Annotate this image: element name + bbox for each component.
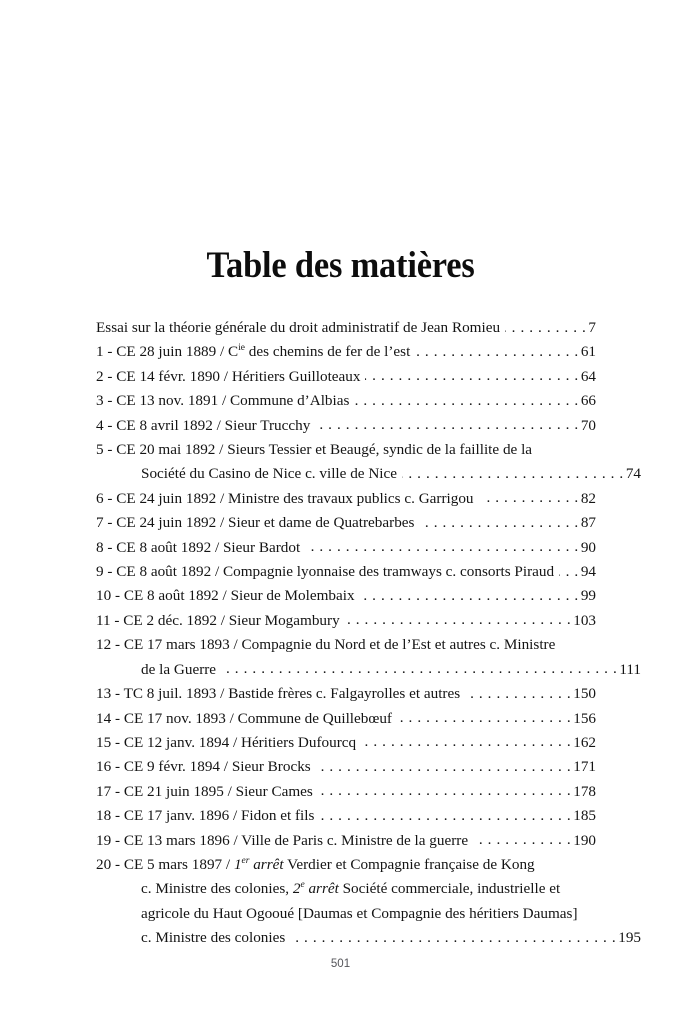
toc-entry[interactable] xyxy=(96,780,596,804)
toc-entry-text: 12 - CE 17 mars 1893 / Compagnie du Nord et de l’Est et autres c. Ministre xyxy=(96,636,556,654)
toc-entry-text: 20 - CE 5 mars 1897 / 1er arrêt Verdier et Compagnie française de Kong xyxy=(96,855,535,873)
toc-entry-line xyxy=(96,731,596,755)
toc-entry-line xyxy=(96,902,641,926)
toc-entry-line xyxy=(96,633,596,657)
toc-page-number: 111 xyxy=(619,660,641,678)
toc-entry[interactable] xyxy=(96,682,596,706)
toc-entry-text: 14 - CE 17 nov. 1893 / Commune de Quillebœuf xyxy=(96,709,392,727)
toc-page-number: 162 xyxy=(573,733,596,751)
page-folio-number: 501 xyxy=(330,958,351,970)
toc-entry[interactable] xyxy=(96,829,596,853)
dot-leader xyxy=(469,682,571,706)
toc-page-number: 94 xyxy=(580,563,596,581)
toc-entry-line xyxy=(96,414,596,438)
toc-entry-text: 15 - CE 12 janv. 1894 / Héritiers Dufourcq xyxy=(96,733,360,751)
toc-page-number: 190 xyxy=(573,831,596,849)
toc-entry-line xyxy=(96,877,641,901)
toc-page-number: 150 xyxy=(573,685,596,703)
toc-entry-text: 4 - CE 8 avril 1892 / Sieur Trucchy xyxy=(96,416,311,434)
dot-leader xyxy=(505,316,586,340)
toc-entry[interactable] xyxy=(96,487,596,511)
dot-leader xyxy=(309,535,579,559)
toc-entry-line xyxy=(96,682,596,706)
table-of-contents-list xyxy=(96,316,641,951)
toc-entry-line xyxy=(96,829,596,853)
toc-entry[interactable] xyxy=(96,755,596,779)
toc-entry-line xyxy=(96,511,596,535)
dot-leader xyxy=(363,584,578,608)
toc-entry-text: 2 - CE 14 févr. 1890 / Héritiers Guilloteaux xyxy=(96,367,361,385)
dot-leader xyxy=(365,364,578,388)
dot-leader xyxy=(348,608,571,632)
toc-page-number: 87 xyxy=(580,514,596,532)
toc-entry-line xyxy=(96,609,596,633)
toc-entry[interactable] xyxy=(96,365,596,389)
toc-page-number: 7 xyxy=(588,319,596,336)
toc-page-number: 66 xyxy=(580,392,596,410)
toc-entry[interactable] xyxy=(96,511,596,535)
toc-entry-text: 3 - CE 13 nov. 1891 / Commune d’Albias xyxy=(96,392,350,410)
toc-entry-line xyxy=(96,926,641,950)
toc-page-number: 171 xyxy=(573,758,596,776)
toc-page-number: 156 xyxy=(573,709,596,727)
dot-leader xyxy=(559,560,579,584)
dot-leader xyxy=(365,730,571,754)
toc-entry-line xyxy=(96,658,641,682)
toc-entry[interactable] xyxy=(96,389,596,413)
dot-leader xyxy=(477,828,571,852)
toc-entry-line xyxy=(96,340,596,364)
toc-entry-line xyxy=(96,853,596,877)
toc-entry-line xyxy=(96,487,596,511)
toc-entry-text: 6 - CE 24 juin 1892 / Ministre des travaux publics c. Garrigou xyxy=(96,489,478,507)
toc-entry-line xyxy=(96,780,596,804)
toc-entry-text: 19 - CE 13 mars 1896 / Ville de Paris c. Ministre de la guerre xyxy=(96,831,472,849)
toc-entry-text: 10 - CE 8 août 1892 / Sieur de Molembaix xyxy=(96,587,359,605)
toc-page-number: 61 xyxy=(580,343,596,361)
toc-page-number: 178 xyxy=(573,782,596,800)
toc-entry-line xyxy=(96,804,596,828)
dot-leader xyxy=(415,340,579,364)
toc-entry-text: 18 - CE 17 janv. 1896 / Fidon et fils xyxy=(96,807,315,825)
toc-entry-text: 5 - CE 20 mai 1892 / Sieurs Tessier et Beaugé, syndic de la faillite de la xyxy=(96,441,533,459)
toc-entry-line xyxy=(96,584,596,608)
toc-entry-text: de la Guerre xyxy=(141,660,220,678)
dot-leader xyxy=(354,389,578,413)
toc-entry[interactable] xyxy=(96,316,596,340)
dot-leader xyxy=(315,413,579,437)
dot-leader xyxy=(320,755,572,779)
dot-leader xyxy=(402,462,624,486)
toc-entry-text: Essai sur la théorie générale du droit administratif de Jean Romieu xyxy=(96,319,501,336)
toc-page-number: 70 xyxy=(580,416,596,434)
dot-leader xyxy=(294,926,616,950)
toc-entry[interactable] xyxy=(96,731,596,755)
toc-page-number: 64 xyxy=(580,367,596,385)
toc-entry-text: 9 - CE 8 août 1892 / Compagnie lyonnaise des tramways c. consorts Piraud xyxy=(96,563,555,581)
toc-entry-text: 16 - CE 9 févr. 1894 / Sieur Brocks xyxy=(96,758,315,776)
toc-entry-line xyxy=(96,560,596,584)
toc-entry-line xyxy=(96,707,596,731)
dot-leader xyxy=(397,706,571,730)
toc-page-number: 185 xyxy=(573,807,596,825)
toc-entry-text: 17 - CE 21 juin 1895 / Sieur Cames xyxy=(96,782,313,800)
toc-page-number: 99 xyxy=(580,587,596,605)
dot-leader xyxy=(319,804,571,828)
toc-entry[interactable] xyxy=(96,584,596,608)
toc-page-number: 74 xyxy=(625,465,641,483)
toc-entry-text: 8 - CE 8 août 1892 / Sieur Bardot xyxy=(96,538,304,556)
toc-entry-line xyxy=(96,536,596,560)
toc-page-number: 82 xyxy=(580,489,596,507)
toc-entry-line xyxy=(96,755,596,779)
toc-entry-line xyxy=(96,438,596,462)
toc-entry[interactable] xyxy=(96,707,596,731)
toc-entry-line xyxy=(96,389,596,413)
toc-entry[interactable] xyxy=(96,609,596,633)
dot-leader xyxy=(225,657,617,681)
toc-page-number: 90 xyxy=(580,538,596,556)
dot-leader xyxy=(482,486,579,510)
toc-entry-line xyxy=(96,316,596,340)
toc-entry-text: 1 - CE 28 juin $1889 / C^{ie}$ des chemins de fer de l’est xyxy=(96,343,411,361)
toc-entry[interactable] xyxy=(96,414,596,438)
toc-entry[interactable] xyxy=(96,560,596,584)
dot-leader xyxy=(318,779,571,803)
toc-entry-text: 13 - TC 8 juil. 1893 / Bastide frères c. Falgayrolles et autres xyxy=(96,685,464,703)
toc-entry-line xyxy=(96,462,641,486)
toc-entry-text: c. Ministre des colonies xyxy=(141,929,290,947)
dot-leader xyxy=(419,511,578,535)
toc-entry-text: 7 - CE 24 juin 1892 / Sieur et dame de Quatrebarbes xyxy=(96,514,415,532)
toc-entry-line xyxy=(96,365,596,389)
toc-entry[interactable] xyxy=(96,536,596,560)
toc-entry-text: Société du Casino de Nice c. ville de Nice xyxy=(141,465,397,483)
toc-entry[interactable] xyxy=(96,804,596,828)
toc-entry[interactable] xyxy=(96,340,596,364)
toc-page-number: 195 xyxy=(618,929,641,947)
toc-entry-text: c. Ministre des colonies, 2e arrêt Société commerciale, industrielle et xyxy=(141,880,561,898)
page-title: Table des matières xyxy=(206,244,475,286)
toc-entry-text: 11 - CE 2 déc. 1892 / Sieur Mogambury xyxy=(96,611,344,629)
toc-entry[interactable] xyxy=(96,853,641,951)
toc-entry[interactable] xyxy=(96,438,641,487)
toc-page-number: 103 xyxy=(573,611,596,629)
toc-entry-text: agricole du Haut Ogooué [Daumas et Compagnie des héritiers Daumas] xyxy=(141,904,578,922)
toc-entry[interactable] xyxy=(96,633,641,682)
